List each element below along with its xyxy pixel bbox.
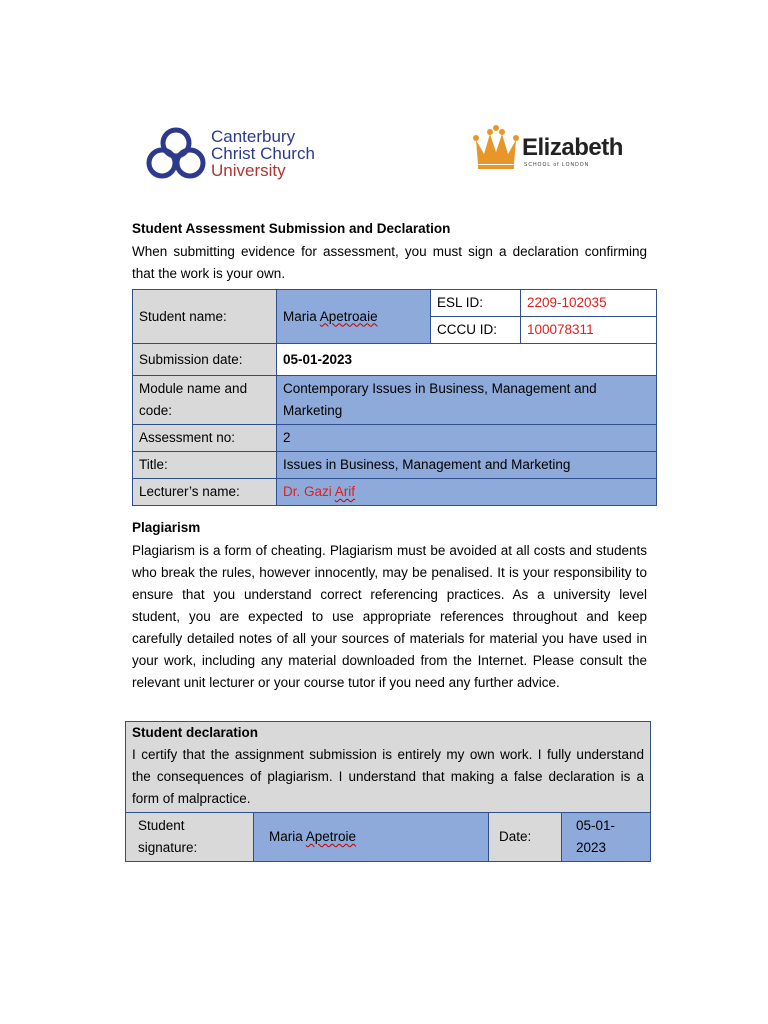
esl-id-label: ESL ID: bbox=[431, 290, 521, 317]
lecturer-first: Dr. Gazi bbox=[283, 484, 332, 499]
cccu-logo bbox=[143, 125, 333, 183]
assessment-value: 2 bbox=[277, 425, 657, 452]
signature-last: Apetroie bbox=[305, 829, 357, 844]
plagiarism-text: Plagiarism is a form of cheating. Plagiarism must be avoided at all costs and students who break the rules, however innocently, may be penalised. It is your responsibility to ensure that you understand correct referencing practices. As a university level student, you are expected to use appropriate references throughout and keep carefully detailed notes of all your sources of materials for material you have used in your work, including any material downloaded from the Internet. Please consult the relevant unit lecturer or your course tutor if you need any further advice. bbox=[132, 543, 647, 690]
cccu-line1: Canterbury bbox=[211, 127, 296, 146]
cccu-id-label: CCCU ID: bbox=[431, 317, 521, 344]
signature-label: Student signature: bbox=[126, 813, 254, 862]
cccu-line3: University bbox=[211, 161, 286, 180]
declaration-text: I certify that the assignment submission is entirely my own work. I fully understand the consequences of plagiarism. I understand that making a false declaration is a form of malpractice. bbox=[132, 747, 644, 806]
signature-value bbox=[254, 813, 489, 862]
signature-first: Maria bbox=[269, 829, 303, 844]
page-title: Student Assessment Submission and Declaration bbox=[132, 221, 451, 236]
declaration-heading: Student declaration bbox=[132, 725, 259, 740]
details-table bbox=[132, 289, 657, 506]
submission-date-value: 05-01-2023 bbox=[277, 344, 657, 376]
intro-text: When submitting evidence for assessment, you must sign a declaration confirming that the work is your own. bbox=[132, 244, 647, 281]
student-name-label: Student name: bbox=[133, 290, 277, 344]
student-first-name: Maria bbox=[283, 308, 317, 324]
title-value: Issues in Business, Management and Marketing bbox=[277, 452, 657, 479]
student-name-value bbox=[277, 290, 431, 344]
module-label: Module name and code: bbox=[133, 376, 277, 425]
assessment-label: Assessment no: bbox=[133, 425, 277, 452]
cccu-emblem-icon bbox=[143, 125, 209, 183]
cccu-line2: Christ Church bbox=[211, 144, 315, 163]
esl-name: Elizabeth bbox=[522, 134, 623, 161]
date-label: Date: bbox=[489, 813, 562, 862]
declaration-table bbox=[125, 721, 651, 862]
plagiarism-heading: Plagiarism bbox=[132, 520, 201, 535]
submission-date-label: Submission date: bbox=[133, 344, 277, 376]
lecturer-value bbox=[277, 479, 657, 506]
crown-icon bbox=[472, 124, 520, 172]
esl-sub: SCHOOL of LONDON bbox=[524, 162, 590, 168]
cccu-id-value: 100078311 bbox=[521, 317, 657, 344]
esl-id-value: 2209-102035 bbox=[521, 290, 657, 317]
module-value: Contemporary Issues in Business, Management and Marketing bbox=[277, 376, 657, 425]
date-value: 05-01-2023 bbox=[562, 813, 651, 862]
student-last-name: Apetroaie bbox=[319, 308, 378, 324]
lecturer-label: Lecturer’s name: bbox=[133, 479, 277, 506]
declaration-block bbox=[126, 722, 651, 813]
title-label: Title: bbox=[133, 452, 277, 479]
esl-logo bbox=[472, 124, 623, 174]
lecturer-last: Arif bbox=[334, 484, 356, 499]
